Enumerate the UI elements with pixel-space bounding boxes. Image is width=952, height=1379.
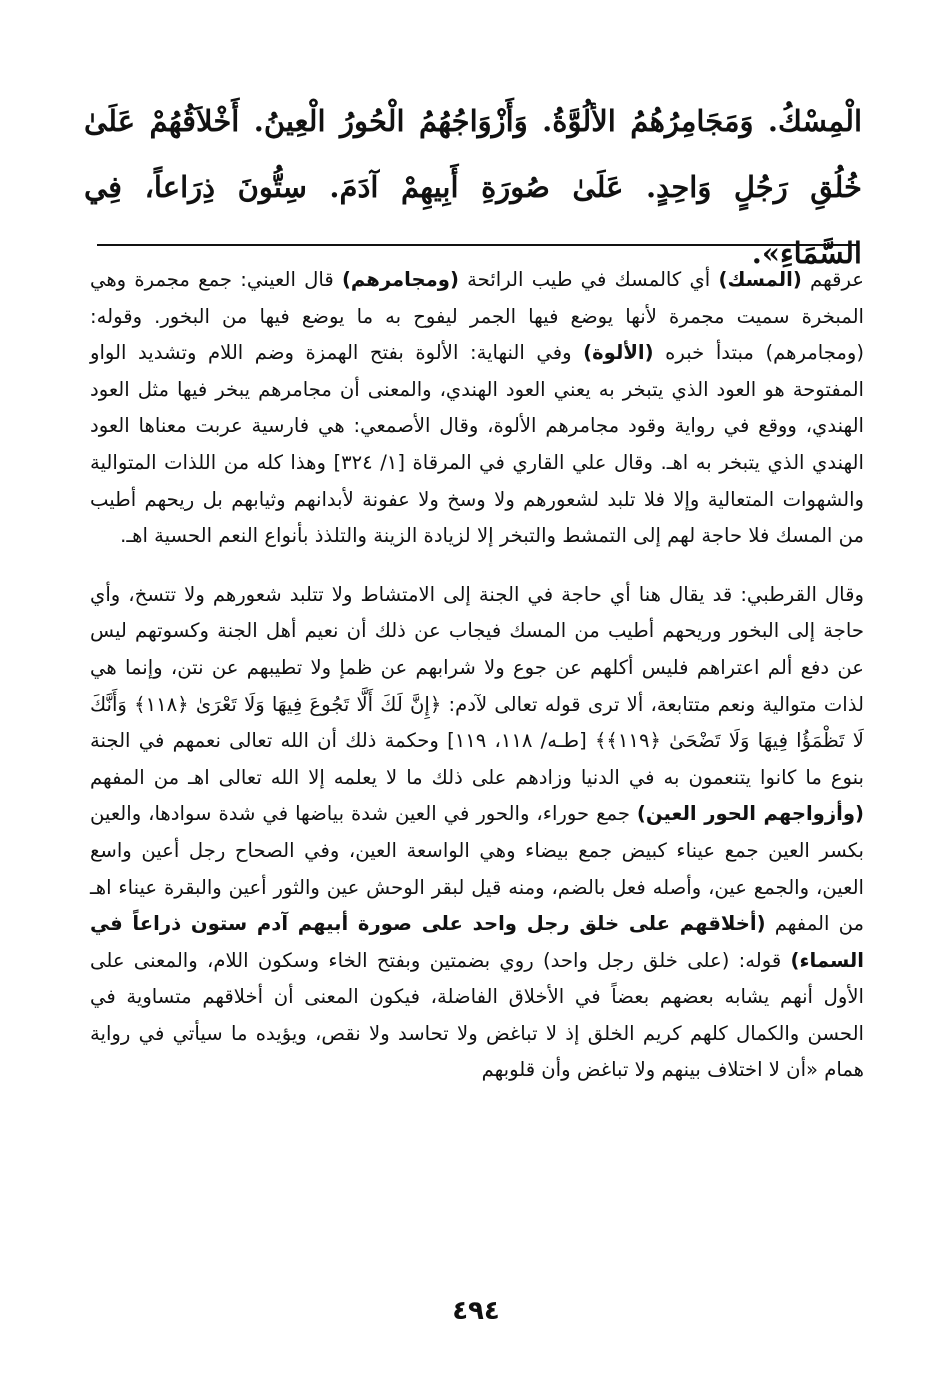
- commentary-keyword: (المسك): [718, 268, 802, 291]
- commentary-keyword: (الألوة): [583, 341, 654, 365]
- commentary-text: أي كالمسك في طيب الرائحة: [458, 268, 719, 291]
- hadith-paragraph: الْمِسْكُ. وَمَجَامِرُهُمُ الألُوَّةُ. وَأَزْوَاجُهُمُ الْحُورُ الْعِينُ. أَخْلاَقُهُمْ عَلَىٰ خُلُقِ رَجُلٍ وَاحِدٍ. عَلَىٰ صُورَةِ أَبِيهِمْ آدَمَ. سِتُّونَ ذِرَاعاً، فِي السَّمَاءِ».: [84, 104, 862, 270]
- commentary-paragraph-2: [90, 577, 864, 1089]
- commentary-paragraph-1: [90, 262, 864, 555]
- page-number: ٤٩٤: [452, 1296, 500, 1326]
- commentary-text: جمع حوراء، والحور في العين شدة بياضها في شدة سوادها، والعين بكسر العين جمع عيناء كبيض جمع بيضاء وهي الواسعة العين، وفي الصحاح رجل أعين واسع العين، والجمع عين، وأصله فعل بالضم، ومنه قيل لبقر الوحش عين والثور أعين والبقرة عيناء اهـ من المفهم: [90, 802, 864, 936]
- hadith-text: [84, 88, 862, 286]
- commentary-text: قوله: (على خلق رجل واحد) روي بضمتين وبفتح الخاء وسكون اللام، والمعنى على الأول أنهم يشابه بعضهم بعضاً في الأخلاق الفاضلة، فيكون المعنى أن أخلاقهم متساوية في الحسن والكمال كلهم كريم الخلق إذ لا تباغض ولا تحاسد ولا نقص، ويؤيده ما سيأتي في رواية همام «أن لا اختلاف بينهم ولا تباغض وأن قلوبهم: [90, 948, 864, 1082]
- commentary-text: قال العيني: جمع مجمرة وهي المبخرة سميت مجمرة لأنها يوضع فيها الجمر ليفوح به ما يوضع فيها من البخور. وقوله: (ومجامرهم) مبتدأ خبره: [90, 268, 864, 365]
- commentary-text: وفي النهاية: الألوة بفتح الهمزة وضم اللام وتشديد الواو المفتوحة هو العود الذي يتبخر به يعني العود الهندي، والمعنى أن مجامرهم يبخر فيها مثل العود الهندي، ووقع في رواية وقود مجامرهم الألوة، وقال الأصمعي: هي فارسية عربت معناها العود الهندي الذي يتبخر به اهـ. وقال علي القاري في المرقاة [١/ ٣٢٤] وهذا كله من اللذات المتوالية والشهوات المتعالية وإلا فلا تلبد لشعورهم ولا وسخ ولا عفونة لأبدانهم وثيابهم بل ريحهم أطيب من المسك فلا حاجة لهم إلى التمشط والتبخر إلا لزيادة الزينة والتلذذ بأنواع النعم الحسية اهـ.: [90, 341, 864, 548]
- separator-rule: [97, 244, 857, 246]
- commentary-keyword: (أخلاقهم على خلق رجل واحد على صورة أبيهم آدم ستون ذراعاً في السماء): [90, 912, 864, 972]
- commentary-keyword: (ومجامرهم): [341, 268, 459, 291]
- commentary-keyword: (وأزواجهم الحور العين): [636, 802, 864, 826]
- commentary: [90, 262, 864, 1089]
- commentary-text: عرقهم: [801, 268, 864, 291]
- commentary-text: وقال القرطبي: قد يقال هنا أي حاجة في الجنة إلى الامتشاط ولا تتلبد شعورهم ولا تتسخ، وأي حاجة إلى البخور وريحهم أطيب من المسك فيجاب عن ذلك أن نعيم أهل الجنة وكسوتهم ليس عن دفع ألم اعتراهم فليس أكلهم عن جوع ولا شرابهم عن ظمإ ولا تطيبهم عن نتن، وإنما هي لذات متوالية ونعم متتابعة، ألا ترى قوله تعالى لآدم: ﴿إِنَّ لَكَ أَلَّا تَجُوعَ فِيهَا وَلَا تَعْرَىٰ ﴿١١٨﴾ وَأَنَّكَ لَا تَظْمَؤُا فِيهَا وَلَا تَضْحَىٰ ﴿١١٩﴾﴾ [طـه/ ١١٨، ١١٩] وحكمة ذلك أن الله تعالى نعمهم في الجنة بنوع ما كانوا يتنعمون به في الدنيا وزادهم على ذلك ما لا يعلمه إلا الله تعالى اهـ من المفهم: [90, 582, 864, 789]
